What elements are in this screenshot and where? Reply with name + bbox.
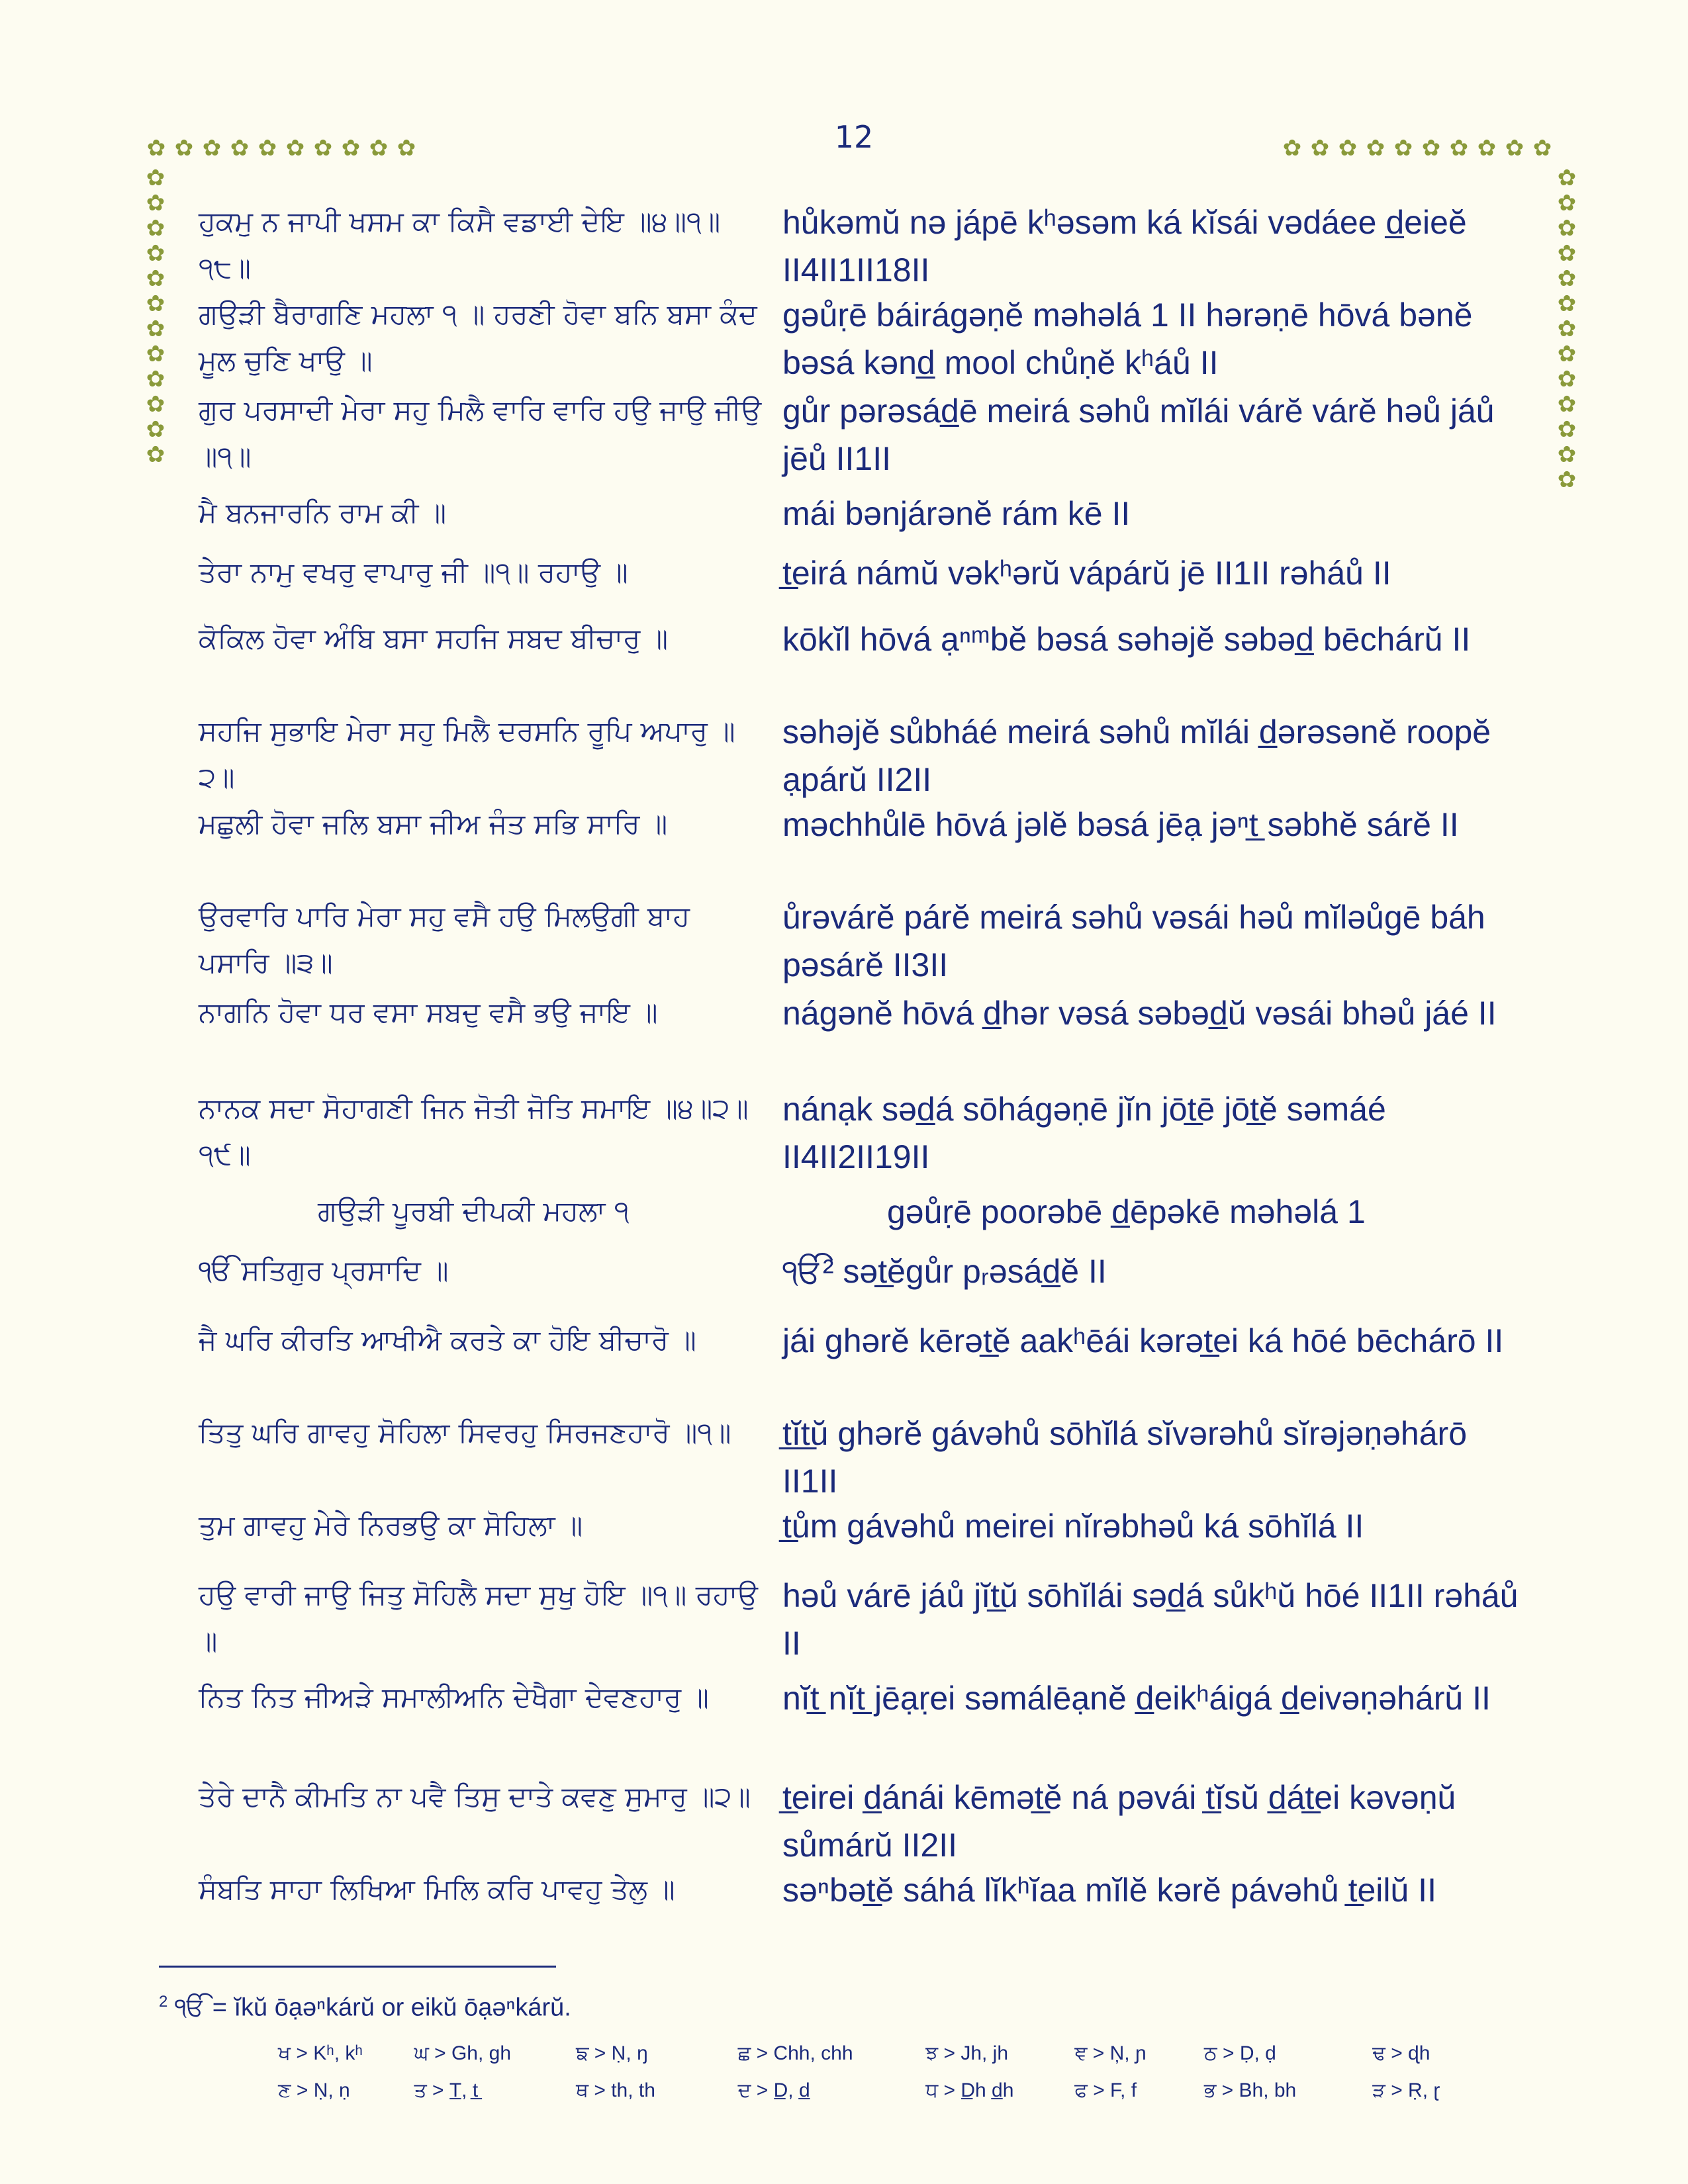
key-entry: ਥ > th, th <box>576 2079 655 2101</box>
transliteration-text: gəůṛē poorəbē d̲ēpəkē məhəlá 1 <box>887 1193 1366 1230</box>
flower-icon: ✿ <box>1557 341 1577 367</box>
gurmukhi-text: ਜੈ ਘਰਿ ਕੀਰਤਿ ਆਖੀਐ ਕਰਤੇ ਕਾ ਹੋਇ ਬੀਚਾਰੋ ॥ <box>199 1324 696 1356</box>
gurmukhi-text: ੴ ਸਤਿਗੁਰ ਪ੍ਰਸਾਦਿ ॥ <box>199 1254 449 1287</box>
flower-icon: ✿ <box>1366 135 1385 161</box>
transliteration-text: nágənĕ hōvá d̲hər vəsá səbəd̲ŭ vəsái bhəů jáé II <box>782 995 1497 1032</box>
transliteration-text: mái bənjárənĕ rám kē II <box>782 495 1131 532</box>
footnote-marker: 2 <box>159 1993 168 2011</box>
key-entry: ਣ > Ṇ, ṇ <box>278 2079 350 2101</box>
flower-icon: ✿ <box>1557 265 1577 292</box>
flower-icon: ✿ <box>1282 135 1302 161</box>
gurmukhi-text: ਨਾਨਕ ਸਦਾ ਸੋਹਾਗਣੀ ਜਿਨ ਜੋਤੀ ਜੋਤਿ ਸਮਾਇ ॥੪॥੨॥੧੯॥ <box>199 1092 749 1171</box>
transliteration-text: məchhůlē hōvá jəlĕ bəsá jēạ jəⁿt̲ səbhĕ sárĕ II <box>782 806 1459 843</box>
flower-icon: ✿ <box>1557 215 1577 242</box>
flower-icon: ✿ <box>146 441 165 468</box>
flower-icon: ✿ <box>202 135 222 161</box>
flower-icon: ✿ <box>146 291 165 317</box>
flower-icon: ✿ <box>1557 441 1577 468</box>
top-right-flower-border <box>1279 136 1557 162</box>
key-entry: ਤ > T̲, t̲ <box>414 2079 479 2101</box>
transliteration-text: t̲eirei d̲ánái kēmət̲ĕ ná pəvái t̲ĭsŭ d̲át̲ei kəvəṇŭ sůmárŭ II2II <box>782 1779 1456 1864</box>
key-entry: ਦ > D̲, d̲ <box>737 2079 810 2101</box>
key-row <box>278 2035 1470 2072</box>
gurmukhi-text: ਗੁਰ ਪਰਸਾਦੀ ਮੇਰਾ ਸਹੁ ਮਿਲੈ ਵਾਰਿ ਵਾਰਿ ਹਉ ਜਾਉ ਜੀਉ ॥੧॥ <box>199 394 762 473</box>
flower-icon: ✿ <box>1477 135 1497 161</box>
transliteration-text: t̲eirá námŭ vəkʰərŭ vápárŭ jē II1II rəháů II <box>782 555 1391 592</box>
page-number: 12 <box>834 119 874 155</box>
flower-icon: ✿ <box>1557 467 1577 493</box>
flower-icon: ✿ <box>146 265 165 292</box>
flower-icon: ✿ <box>285 135 305 161</box>
key-entry: ਠ > Ḍ, ḍ <box>1203 2042 1276 2064</box>
left-flower-border <box>143 165 169 467</box>
transliteration-text: ੴ² sət̲ĕgůr pᵣəsád̲ĕ II <box>782 1253 1107 1290</box>
gurmukhi-text: ਤੇਰਾ ਨਾਮੁ ਵਖਰੁ ਵਾਪਾਰੁ ਜੀ ॥੧॥ ਰਹਾਉ ॥ <box>199 556 628 588</box>
flower-icon: ✿ <box>1393 135 1413 161</box>
gurmukhi-text: ਗਉੜੀ ਬੈਰਾਗਣਿ ਮਹਲਾ ੧ ॥ ਹਰਣੀ ਹੋਵਾ ਬਨਿ ਬਸਾ ਕੰਦ ਮੂਲ ਚੁਣਿ ਖਾਉ ॥ <box>199 298 757 377</box>
flower-icon: ✿ <box>341 135 361 161</box>
flower-icon: ✿ <box>1505 135 1524 161</box>
flower-icon: ✿ <box>146 416 165 443</box>
transliteration-text: nánạk səd̲á sōhágəṇē jĭn jōt̲ē jōt̲ĕ səmáé II4II2II19II <box>782 1091 1386 1175</box>
transliteration-text: nĭt̲ nĭt̲ jēạṛei səmálēạnĕ d̲eikʰáigá d̲eivəṇəhárŭ II <box>782 1680 1491 1717</box>
flower-icon: ✿ <box>1557 291 1577 317</box>
gurmukhi-text: ਮਛੁਲੀ ਹੋਵਾ ਜਲਿ ਬਸਾ ਜੀਅ ਜੰਤ ਸਭਿ ਸਾਰਿ ॥ <box>199 807 668 840</box>
gurmukhi-text: ਕੋਕਿਲ ਹੋਵਾ ਅੰਬਿ ਬਸਾ ਸਹਜਿ ਸਬਦ ਬੀਚਾਰੁ ॥ <box>199 622 669 655</box>
flower-icon: ✿ <box>397 135 416 161</box>
flower-icon: ✿ <box>313 135 333 161</box>
gurmukhi-text: ਸੰਬਤਿ ਸਾਹਾ ਲਿਖਿਆ ਮਿਲਿ ਕਰਿ ਪਾਵਹੁ ਤੇਲੁ ॥ <box>199 1873 675 1905</box>
gurmukhi-text: ਉਰਵਾਰਿ ਪਾਰਿ ਮੇਰਾ ਸਹੁ ਵਸੈ ਹਉ ਮਿਲਉਗੀ ਬਾਹ ਪਸਾਰਿ ॥੩॥ <box>199 900 690 979</box>
gurmukhi-text: ਨਾਗਨਿ ਹੋਵਾ ਧਰ ਵਸਾ ਸਬਦੁ ਵਸੈ ਭਉ ਜਾਇ ॥ <box>199 996 658 1028</box>
key-entry: ਙ > Ṇ, ŋ <box>576 2042 648 2064</box>
gurmukhi-text: ਤਿਤੁ ਘਰਿ ਗਾਵਹੁ ਸੋਹਿਲਾ ਸਿਵਰਹੁ ਸਿਰਜਣਹਾਰੋ ॥੧॥ <box>199 1416 731 1449</box>
flower-icon: ✿ <box>1421 135 1441 161</box>
flower-icon: ✿ <box>1532 135 1552 161</box>
key-entry: ਖ > Kʰ, kʰ <box>278 2042 363 2064</box>
flower-icon: ✿ <box>1310 135 1330 161</box>
transliteration-text: kōkĭl hōvá ạⁿᵐbĕ bəsá səhəjĕ səbəd̲ bēchárŭ II <box>782 621 1471 658</box>
flower-icon: ✿ <box>1449 135 1469 161</box>
flower-icon: ✿ <box>1557 316 1577 342</box>
transliteration-text: ůrəvárĕ párĕ meirá səhů vəsái həů mĭləůgē báh pəsárĕ II3II <box>782 899 1485 983</box>
flower-icon: ✿ <box>1557 190 1577 216</box>
flower-icon: ✿ <box>146 366 165 392</box>
flower-icon: ✿ <box>1557 391 1577 418</box>
transliteration-key <box>278 2035 1470 2109</box>
flower-icon: ✿ <box>258 135 277 161</box>
gurmukhi-text: ਮੈ ਬਨਜਾਰਨਿ ਰਾਮ ਕੀ ॥ <box>199 496 447 529</box>
gurmukhi-text: ਗਉੜੀ ਪੂਰਬੀ ਦੀਪਕੀ ਮਹਲਾ ੧ <box>318 1195 630 1227</box>
gurmukhi-text: ਸਹਜਿ ਸੁਭਾਇ ਮੇਰਾ ਸਹੁ ਮਿਲੈ ਦਰਸਨਿ ਰੂਪਿ ਅਪਾਰੁ ॥੨॥ <box>199 715 735 794</box>
flower-icon: ✿ <box>146 215 165 242</box>
key-entry: ਛ > Chh, chh <box>737 2042 853 2064</box>
right-flower-border <box>1554 165 1581 492</box>
key-entry: ਢ > ɖh <box>1372 2042 1430 2064</box>
transliteration-text: gəůṛē báirágəṇĕ məhəlá 1 II hərəṇē hōvá bənĕ bəsá kənd̲ mool chůṇĕ kʰáů II <box>782 296 1473 381</box>
flower-icon: ✿ <box>1557 366 1577 392</box>
flower-icon: ✿ <box>230 135 250 161</box>
top-left-flower-border <box>143 136 421 162</box>
key-entry: ਫ > F, f <box>1074 2079 1137 2101</box>
flower-icon: ✿ <box>1338 135 1358 161</box>
key-row <box>278 2072 1470 2109</box>
key-entry: ਝ > Jh, jh <box>925 2042 1009 2064</box>
transliteration-text: səⁿbət̲ĕ sáhá lĭkʰĭaa mĭlĕ kərĕ pávəhů t̲eilŭ II <box>782 1872 1436 1909</box>
flower-icon: ✿ <box>146 316 165 342</box>
gurmukhi-text: ਨਿਤ ਨਿਤ ਜੀਅੜੇ ਸਮਾਲੀਅਨਿ ਦੇਖੈਗਾ ਦੇਵਣਹਾਰੁ ॥ <box>199 1681 709 1713</box>
gurmukhi-text: ਹਉ ਵਾਰੀ ਜਾਉ ਜਿਤੁ ਸੋਹਿਲੈ ਸਦਾ ਸੁਖੁ ਹੋਇ ॥੧॥ ਰਹਾਉ ॥ <box>199 1578 758 1657</box>
footnote-text: ੴ = ĭkŭ ōạəⁿkárŭ or eikŭ ōạəⁿkárŭ. <box>174 1993 571 2022</box>
flower-icon: ✿ <box>146 391 165 418</box>
flower-icon: ✿ <box>146 135 166 161</box>
flower-icon: ✿ <box>174 135 194 161</box>
flower-icon: ✿ <box>369 135 389 161</box>
gurmukhi-text: ਤੁਮ ਗਾਵਹੁ ਮੇਰੇ ਨਿਰਭਉ ਕਾ ਸੋਹਿਲਾ ॥ <box>199 1509 583 1541</box>
key-entry: ਘ > Gh, gh <box>414 2042 512 2064</box>
key-entry: ੜ > Ṛ, ɽ <box>1372 2079 1440 2101</box>
transliteration-text: jái ghərĕ kērət̲ĕ aakʰēái kərət̲ei ká hōé bēchárō II <box>782 1322 1504 1359</box>
key-entry: ਧ > D̲h d̲h <box>925 2079 1014 2101</box>
gurmukhi-text: ਤੇਰੇ ਦਾਨੈ ਕੀਮਤਿ ਨਾ ਪਵੈ ਤਿਸੁ ਦਾਤੇ ਕਵਣੁ ਸੁਮਾਰੁ ॥੨॥ <box>199 1780 751 1813</box>
flower-icon: ✿ <box>146 341 165 367</box>
gurmukhi-text: ਹੁਕਮੁ ਨ ਜਾਪੀ ਖਸਮ ਕਾ ਕਿਸੈ ਵਡਾਈ ਦੇਇ ॥੪॥੧॥੧੮॥ <box>199 205 721 284</box>
flower-icon: ✿ <box>1557 240 1577 267</box>
key-entry: ਭ > Bh, bh <box>1203 2079 1297 2101</box>
flower-icon: ✿ <box>146 240 165 267</box>
transliteration-text: səhəjĕ sůbháé meirá səhů mĭlái d̲ərəsənĕ roopĕ ạpárŭ II2II <box>782 713 1491 798</box>
footnote-divider <box>159 1966 556 1968</box>
transliteration-text: t̲ĭt̲ŭ ghərĕ gávəhů sōhĭlá sĭvərəhů sĭrəjəṇəhárō II1II <box>782 1415 1468 1500</box>
flower-icon: ✿ <box>1557 416 1577 443</box>
flower-icon: ✿ <box>1557 165 1577 191</box>
transliteration-text: t̲ům gávəhů meirei nĭrəbhəů ká sōhĭlá II <box>782 1508 1364 1545</box>
flower-icon: ✿ <box>146 165 165 191</box>
flower-icon: ✿ <box>146 190 165 216</box>
transliteration-text: gůr pərəsád̲ē meirá səhů mĭlái várĕ várĕ həů jáů jēů II1II <box>782 392 1495 477</box>
transliteration-text: həů várē jáů jĭt̲ŭ sōhĭlái səd̲á sůkʰŭ hōé II1II rəháů II <box>782 1577 1519 1662</box>
footnote <box>159 1982 1152 2028</box>
key-entry: ਞ > Ņ, ɲ <box>1074 2042 1147 2064</box>
transliteration-text: hůkəmŭ nə jápē kʰəsəm ká kĭsái vədáee d̲eieĕ II4II1II18II <box>782 204 1467 289</box>
